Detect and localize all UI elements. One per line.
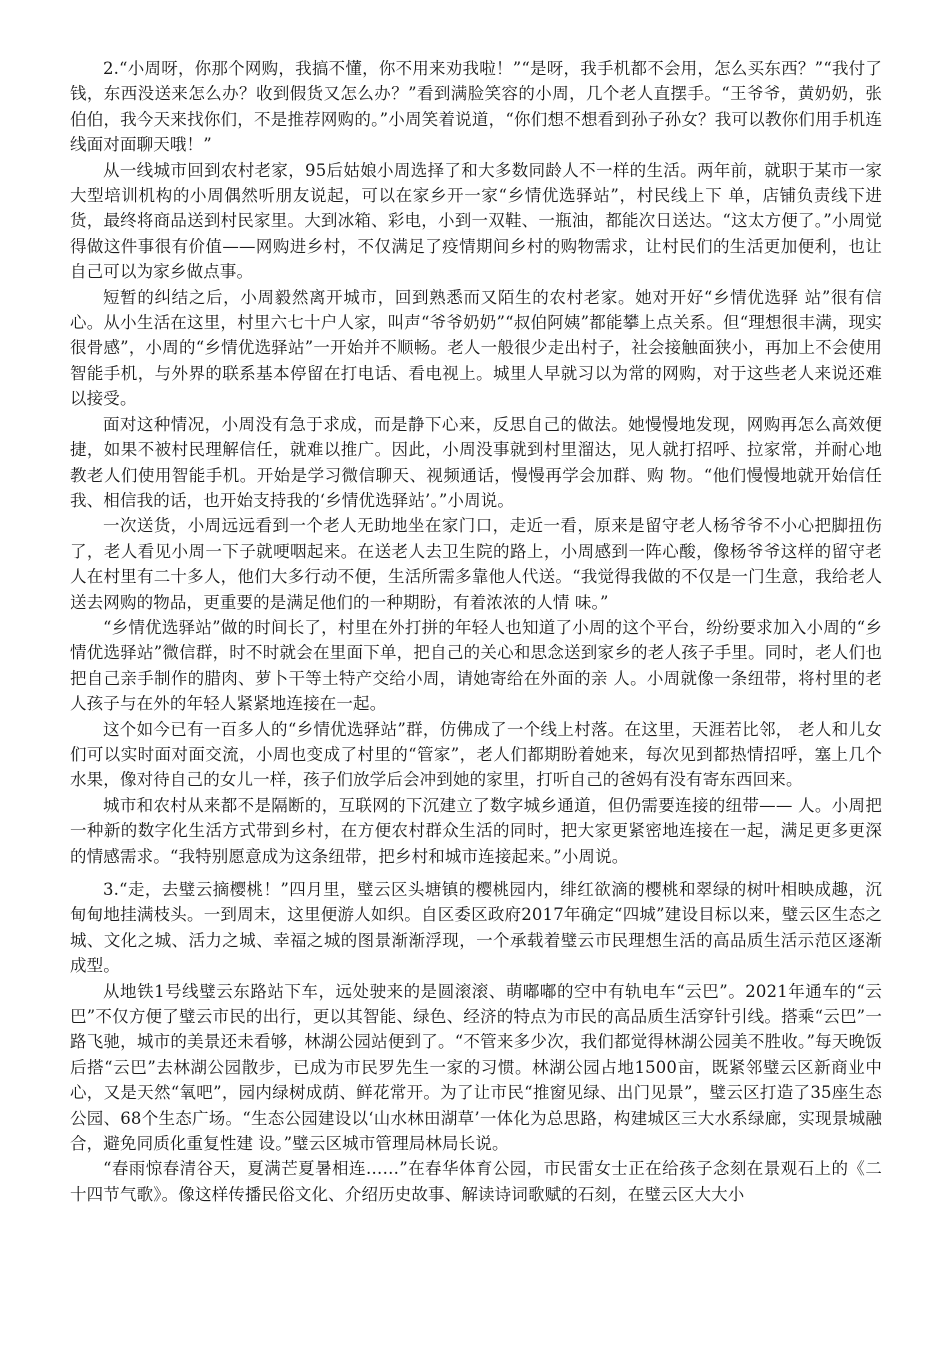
paragraph-s2-3: 短暂的纠结之后，小周毅然离开城市，回到熟悉而又陌生的农村老家。她对开好“乡情优选驿 站”很有信心。从小生活在这里，村里六七十户人家，叫声“爷爷奶奶”“叔伯阿姨”都能攀上点关系。但“理想很丰满，现实很骨感”，小周的“乡情优选驿站”一开始并不顺畅。老人一般很少走出村子，社会接触面狭小，再加上不会使用智能手机，与外界的联系基本停留在打电话、看电视上。城里人早就习以为常的网购，对于这些老人来说还难以接受。 [70,287,882,409]
paragraph-s3-1: 3.“走，去璧云摘樱桃！”四月里，璧云区头塘镇的樱桃园内，绯红欲滴的樱桃和翠绿的树叶相映成趣，沉甸甸地挂满枝头。一到周末，这里便游人如织。自区委区政府2017年确定“四城”建设目标以来，璧云区生态之城、文化之城、活力之城、幸福之城的图景渐渐浮现，一个承载着璧云市民理想生活的高品质生活示范区逐渐成型。 [70,880,882,976]
paragraph-s2-6: “乡情优选驿站”做的时间长了，村里在外打拼的年轻人也知道了小周的这个平台，纷纷要求加入小周的“乡情优选驿站”微信群，时不时就会在里面下单，把自己的关心和思念送到家乡的老人孩子手里。同时，老人们也把自己亲手制作的腊肉、萝卜干等土特产交给小周，请她寄给在外面的亲 人。小周就像一条纽带，将村里的老人孩子与在外的年轻人紧紧地连接在一起。 [70,617,882,714]
paragraph-s3-3: “春雨惊春清谷天，夏满芒夏暑相连……”在春华体育公园，市民雷女士正在给孩子念刻在景观石上的《二十四节气歌》。像这样传播民俗文化、介绍历史故事、解读诗词歌赋的石刻，在璧云区大大小 [70,1159,882,1204]
document-page [70,56,882,1207]
paragraph-s2-7: 这个如今已有一百多人的“乡情优选驿站”群，仿佛成了一个线上村落。在这里，天涯若比邻， 老人和儿女们可以实时面对面交流，小周也变成了村里的“管家”，老人们都期盼着她来，每次见到都热情招呼，塞上几个水果，像对待自己的女儿一样，孩子们放学后会冲到她的家里，打听自己的爸妈有没有寄东西回来。 [70,719,882,790]
paragraph-s2-4: 面对这种情况，小周没有急于求成，而是静下心来，反思自己的做法。她慢慢地发现，网购再怎么高效便捷，如果不被村民理解信任，就难以推广。因此，小周没事就到村里溜达，见人就打招呼、拉家常，并耐心地教老人们使用智能手机。开始是学习微信聊天、视频通话，慢慢再学会加群、购 物。“他们慢慢地就开始信任我、相信我的话，也开始支持我的‘乡情优选驿站’。”小周说。 [70,414,882,510]
paragraph-s2-2: 从一线城市回到农村老家，95后姑娘小周选择了和大多数同龄人不一样的生活。两年前，就职于某市一家大型培训机构的小周偶然听朋友说起，可以在家乡开一家“乡情优选驿站”，村民线上下 单，店铺负责线下进货，最终将商品送到村民家里。大到冰箱、彩电，小到一双鞋、一瓶油，都能次日送达。“这太方便了。”小周觉得做这件事很有价值——网购进乡村，不仅满足了疫情期间乡村的购物需求，让村民们的生活更加便利，也让自己可以为家乡做点事。 [70,160,882,282]
paragraph-s2-1: 2.“小周呀，你那个网购，我搞不懂，你不用来劝我啦！”“是呀，我手机都不会用，怎么买东西？”“我付了钱，东西没送来怎么办？收到假货又怎么办？”看到满脸笑容的小周，几个老人直摆手。“王爷爷，黄奶奶，张伯伯，我今天来找你们，不是推荐网购的。”小周笑着说道，“你们想不想看到孙子孙女？我可以教你们用手机连线面对面聊天哦！” [70,59,882,155]
paragraph-s2-5: 一次送货，小周远远看到一个老人无助地坐在家门口，走近一看，原来是留守老人杨爷爷不小心把脚扭伤了，老人看见小周一下子就哽咽起来。在送老人去卫生院的路上，小周感到一阵心酸，像杨爷爷这样的留守老人在村里有二十多人，他们大多行动不便，生活所需多靠他人代送。“我觉得我做的不仅是一门生意，我给老人送去网购的物品，更重要的是满足他们的一种期盼，有着浓浓的人情 味。” [70,516,882,612]
paragraph-s2-8: 城市和农村从来都不是隔断的，互联网的下沉建立了数字城乡通道，但仍需要连接的纽带—— 人。小周把一种新的数字化生活方式带到乡村，在方便农村群众生活的同时，把大家更紧密地连接在一起，满足更多更深的情感需求。“我特别愿意成为这条纽带，把乡村和城市连接起来。”小周说。 [70,795,882,866]
paragraph-s3-2: 从地铁1号线璧云东路站下车，远处驶来的是圆滚滚、萌嘟嘟的空中有轨电车“云巴”。2021年通车的“云巴”不仅方便了璧云市民的出行，更以其智能、绿色、经济的特点为市民的高品质生活穿针引线。搭乘“云巴”一路飞驰，城市的美景还未看够，林湖公园站便到了。“不管来多少次，我们都觉得林湖公园美不胜收。”每天晚饭后搭“云巴”去林湖公园散步，已成为市民罗先生一家的习惯。林湖公园占地1500亩，既紧邻璧云区新商业中心，又是天然“氧吧”，园内绿树成荫、鲜花常开。为了让市民“推窗见绿、出门见景”，璧云区打造了35座生态公园、68个生态广场。“生态公园建设以‘山水林田湖草’一体化为总思路，构建城区三大水系绿廊，实现景城融合，避免同质化重复性建 设。”璧云区城市管理局林局长说。 [70,981,882,1154]
